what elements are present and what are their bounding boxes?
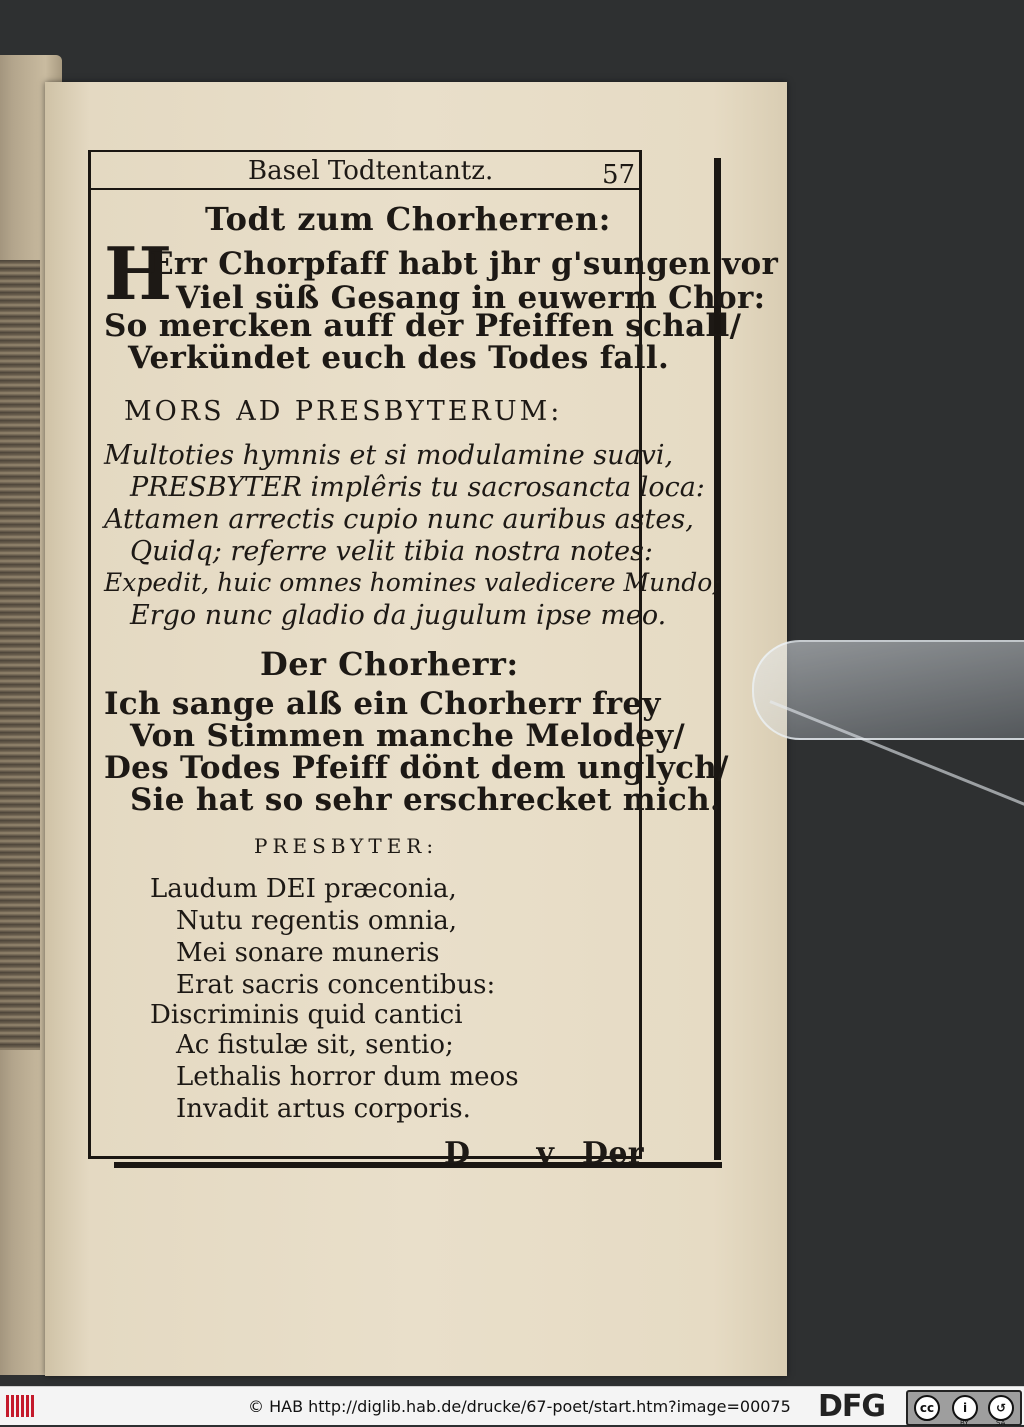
heading-todt-zum-chorherren: Todt zum Chorherren: bbox=[205, 200, 611, 238]
latin-verse-line: PRESBYTER implêris tu sacrosancta loca: bbox=[130, 472, 705, 503]
library-logo-icon bbox=[6, 1395, 40, 1417]
german-verse-line: Von Stimmen manche Melodey/ bbox=[130, 718, 686, 754]
dfg-logo-icon: DFG bbox=[818, 1389, 886, 1424]
header-rule bbox=[88, 188, 639, 190]
cc-sa-label: SA bbox=[996, 1419, 1006, 1427]
latin-verse-line: Quidq; referre velit tibia nostra notes: bbox=[130, 536, 654, 567]
running-title: Basel Todtentantz. bbox=[248, 156, 494, 186]
german-verse-line: Viel süß Gesang in euwerm Chor: bbox=[176, 280, 766, 316]
catchword: Der bbox=[582, 1136, 644, 1171]
latin-verse-line: Multoties hymnis et si modulamine suavi, bbox=[104, 440, 674, 471]
footer-bar bbox=[0, 1386, 1024, 1425]
hymn-line: Erat sacris concentibus: bbox=[176, 970, 496, 1000]
heading-mors-ad-presbyterum: MORS AD PRESBYTERUM: bbox=[124, 396, 563, 427]
cc-license-badge-icon[interactable]: cc i ↺ BY SA bbox=[906, 1390, 1022, 1426]
hymn-line: Nutu regentis omnia, bbox=[176, 906, 458, 936]
facing-page-woodcut bbox=[0, 260, 40, 1050]
heading-presbyter: PRESBYTER: bbox=[254, 834, 439, 858]
signature-mark: D v bbox=[444, 1136, 582, 1171]
german-verse-line: So mercken auff der Pfeiffen schall/ bbox=[104, 308, 742, 344]
german-verse-line: Err Chorpfaff habt jhr g'sungen vor bbox=[150, 246, 779, 282]
page-clip bbox=[752, 640, 1024, 740]
latin-verse-line: Attamen arrectis cupio nunc auribus astes, bbox=[104, 504, 694, 535]
hymn-line: Mei sonare muneris bbox=[176, 938, 440, 968]
cc-by-label: BY bbox=[960, 1419, 969, 1427]
page-number: 57 bbox=[602, 160, 636, 190]
german-verse-line: Verkündet euch des Todes fall. bbox=[128, 340, 670, 376]
latin-verse-line: Ergo nunc gladio da jugulum ipse meo. bbox=[130, 600, 667, 631]
heading-der-chorherr: Der Chorherr: bbox=[260, 645, 519, 683]
hymn-line: Lethalis horror dum meos bbox=[176, 1062, 519, 1092]
hymn-line: Invadit artus corporis. bbox=[176, 1094, 471, 1124]
german-verse-line: Sie hat so sehr erschrecket mich. bbox=[130, 782, 722, 818]
hymn-line: Laudum DEI præconia, bbox=[150, 874, 457, 904]
german-verse-line: Des Todes Pfeiff dönt dem unglych/ bbox=[104, 750, 729, 786]
hymn-line: Ac fistulæ sit, sentio; bbox=[176, 1030, 454, 1060]
hymn-line: Discriminis quid cantici bbox=[150, 1000, 463, 1030]
german-verse-line: Ich sange alß ein Chorherr frey bbox=[104, 686, 661, 722]
footer-credit-link[interactable]: © HAB http://diglib.hab.de/drucke/67-poet/start.htm?image=00075 bbox=[248, 1397, 791, 1416]
dropcap: H bbox=[104, 231, 173, 316]
latin-verse-line: Expedit, huic omnes homines valedicere Mundo; bbox=[104, 568, 721, 597]
